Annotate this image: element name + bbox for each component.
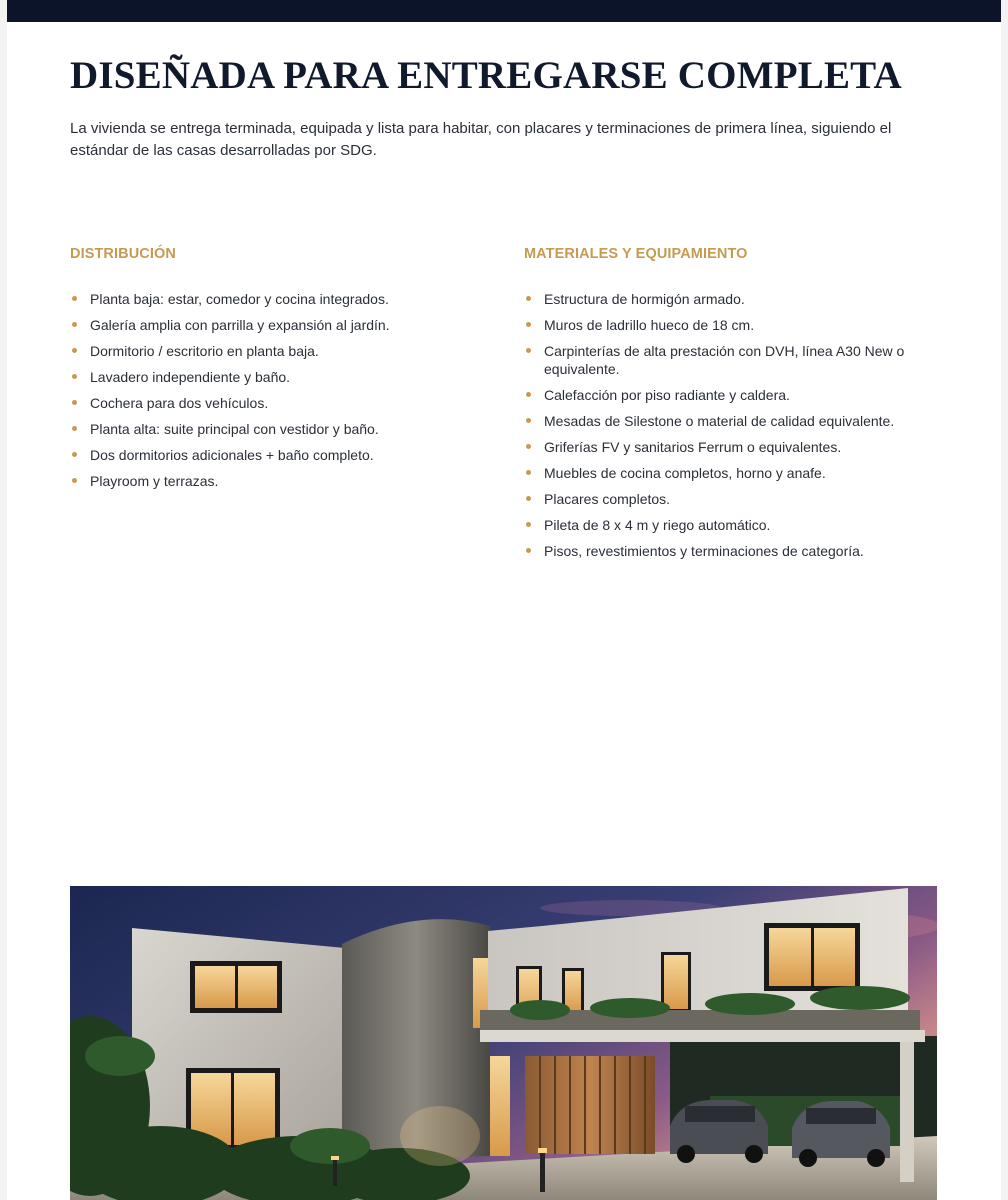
bullet-dot-icon bbox=[72, 348, 77, 353]
bullet-dot-icon bbox=[72, 322, 77, 327]
bullet-dot-icon bbox=[72, 478, 77, 483]
materiales-item-text: Estructura de hormigón armado. bbox=[544, 291, 745, 307]
distribucion-item-text: Planta alta: suite principal con vestidor y baño. bbox=[90, 421, 379, 437]
distribucion-item-text: Playroom y terrazas. bbox=[90, 473, 219, 489]
materiales-item bbox=[524, 412, 924, 430]
materiales-item-text: Placares completos. bbox=[544, 491, 671, 507]
bullet-dot-icon bbox=[526, 522, 531, 527]
distribucion-item bbox=[70, 394, 490, 412]
intro-paragraph: La vivienda se entrega terminada, equipada y lista para habitar, con placares y terminaciones de primera línea, siguiendo el estándar de las casas desarrolladas por SDG. bbox=[70, 120, 892, 159]
distribucion-section bbox=[70, 243, 490, 489]
distribucion-item-text: Planta baja: estar, comedor y cocina integrados. bbox=[90, 291, 389, 307]
bullet-dot-icon bbox=[526, 418, 531, 423]
materiales-item bbox=[524, 490, 924, 508]
distribucion-item-text: Galería amplia con parrilla y expansión al jardín. bbox=[90, 317, 390, 333]
materiales-item-text: Muebles de cocina completos, horno y anafe. bbox=[544, 465, 826, 481]
bullet-dot-icon bbox=[526, 348, 531, 353]
distribucion-item-text: Dormitorio / escritorio en planta baja. bbox=[90, 343, 319, 359]
distribucion-item-text: Dos dormitorios adicionales + baño completo. bbox=[90, 447, 374, 463]
document-page bbox=[7, 0, 1001, 1200]
materiales-item-text: Griferías FV y sanitarios Ferrum o equivalentes. bbox=[544, 439, 842, 455]
materiales-item bbox=[524, 438, 924, 456]
bullet-dot-icon bbox=[526, 548, 531, 553]
top-banner-bar bbox=[7, 0, 1001, 22]
materiales-item bbox=[524, 386, 924, 404]
materiales-item bbox=[524, 290, 924, 308]
distribucion-item bbox=[70, 446, 490, 464]
materiales-item-text: Calefacción por piso radiante y caldera. bbox=[544, 387, 790, 403]
materiales-item bbox=[524, 542, 924, 560]
materiales-item-text: Mesadas de Silestone o material de calidad equivalente. bbox=[544, 413, 895, 429]
bullet-dot-icon bbox=[72, 374, 77, 379]
distribucion-item bbox=[70, 290, 490, 308]
bullet-dot-icon bbox=[72, 296, 77, 301]
materiales-list bbox=[524, 290, 924, 568]
house-render-photo bbox=[70, 886, 937, 1200]
materiales-item bbox=[524, 342, 924, 378]
materiales-item-text: Carpinterías de alta prestación con DVH, línea A30 New o equivalente. bbox=[544, 343, 905, 377]
distribucion-heading: DISTRIBUCIÓN bbox=[70, 246, 176, 262]
distribucion-item bbox=[70, 368, 490, 386]
bullet-dot-icon bbox=[526, 392, 531, 397]
bullet-dot-icon bbox=[72, 400, 77, 405]
materiales-heading: MATERIALES Y EQUIPAMIENTO bbox=[524, 246, 748, 262]
distribucion-item bbox=[70, 420, 490, 438]
page-title: DISEÑADA PARA ENTREGARSE COMPLETA bbox=[70, 54, 902, 97]
distribucion-item bbox=[70, 342, 490, 360]
bullet-dot-icon bbox=[526, 444, 531, 449]
materiales-item bbox=[524, 464, 924, 482]
distribucion-item-text: Lavadero independiente y baño. bbox=[90, 369, 291, 385]
house-illustration bbox=[70, 886, 937, 1200]
distribucion-item-text: Cochera para dos vehículos. bbox=[90, 395, 269, 411]
distribucion-list bbox=[70, 290, 490, 498]
materiales-section bbox=[524, 243, 924, 559]
bullet-dot-icon bbox=[526, 470, 531, 475]
materiales-item-text: Pileta de 8 x 4 m y riego automático. bbox=[544, 517, 771, 533]
bullet-dot-icon bbox=[526, 496, 531, 501]
bullet-dot-icon bbox=[526, 296, 531, 301]
materiales-item-text: Muros de ladrillo hueco de 18 cm. bbox=[544, 317, 755, 333]
materiales-item bbox=[524, 516, 924, 534]
bullet-dot-icon bbox=[72, 426, 77, 431]
distribucion-item bbox=[70, 472, 490, 490]
bullet-dot-icon bbox=[72, 452, 77, 457]
materiales-item-text: Pisos, revestimientos y terminaciones de categoría. bbox=[544, 543, 864, 559]
materiales-item bbox=[524, 316, 924, 334]
bullet-dot-icon bbox=[526, 322, 531, 327]
distribucion-item bbox=[70, 316, 490, 334]
